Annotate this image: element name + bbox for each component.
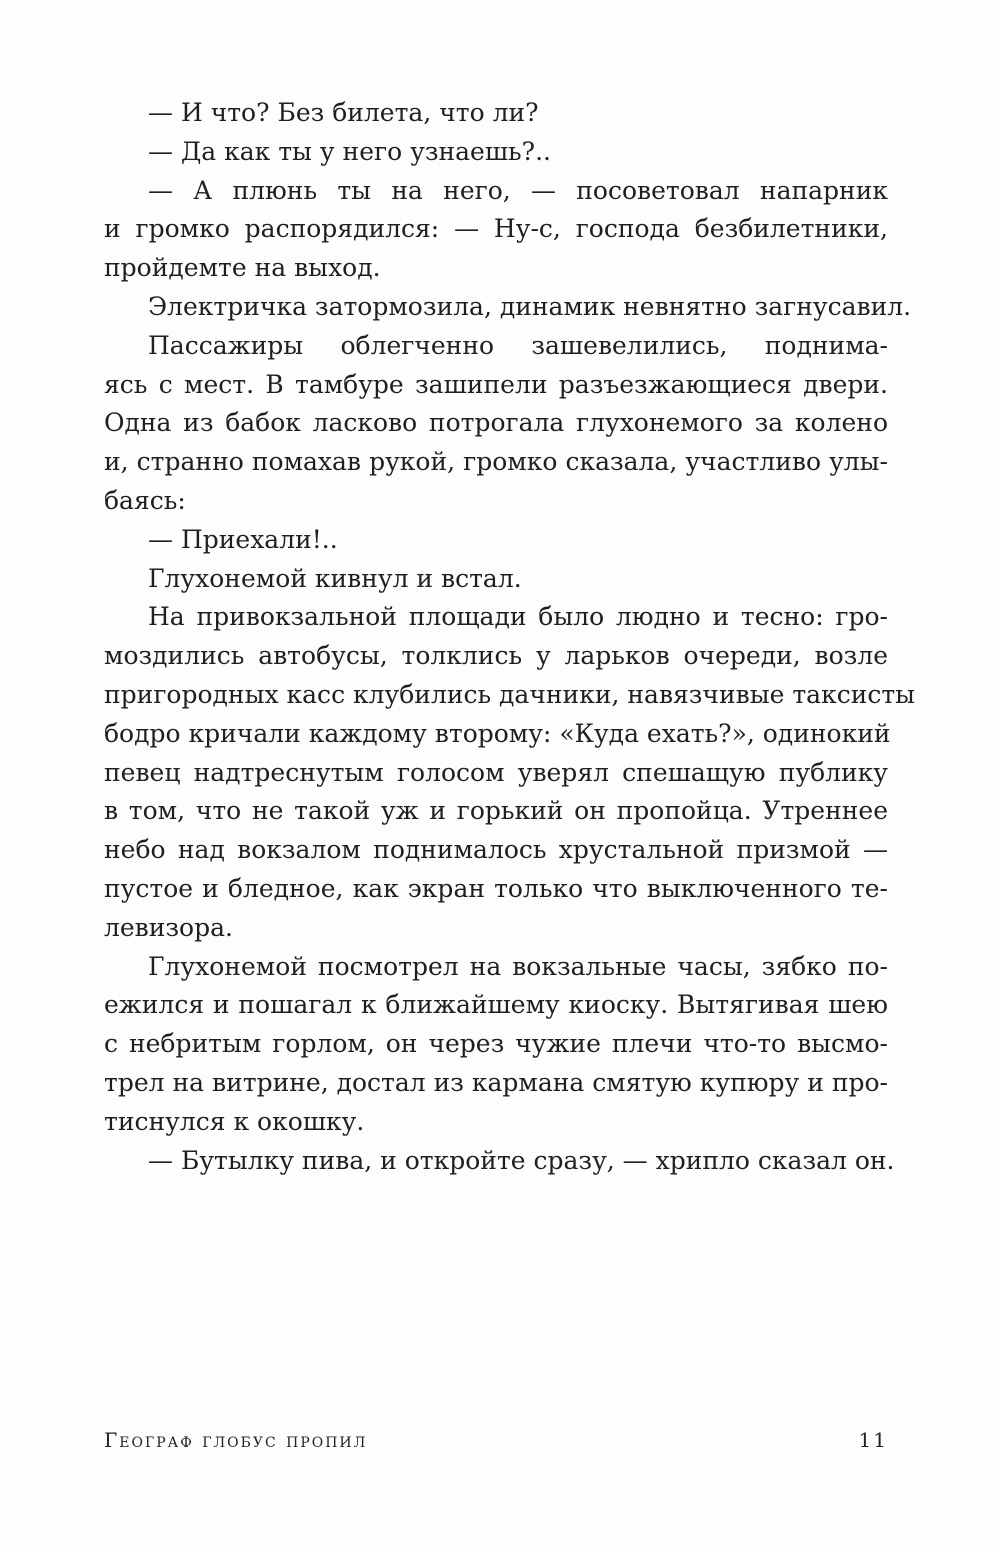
text-line: пройдемте на выход. <box>104 253 381 283</box>
text-line: тиснулся к окошку. <box>104 1106 365 1136</box>
body-text <box>104 94 916 1180</box>
text-line-paragraph-start: На привокзальной площади было людно и тесно: гро- <box>148 602 888 632</box>
text-line-paragraph-start: Глухонемой посмотрел на вокзальные часы, зябко по- <box>148 951 888 981</box>
text-line: небо над вокзалом поднималось хрустальной призмой — <box>104 835 888 865</box>
text-line-paragraph-start: Электричка затормозила, динамик невнятно загнусавил. <box>148 291 912 321</box>
text-line: певец надтреснутым голосом уверял спешащую публику <box>104 757 888 787</box>
text-line: баясь: <box>104 485 186 515</box>
text-line-dialogue: — Бутылку пива, и откройте сразу, — хрипло сказал он. <box>148 1145 895 1175</box>
text-line: в том, что не такой уж и горький он пропойца. Утреннее <box>104 796 888 826</box>
text-line: и громко распорядился: — Ну-с, господа безбилетники, <box>104 214 888 244</box>
text-line: ежился и пошагал к ближайшему киоску. Вытягивая шею <box>104 990 888 1020</box>
text-line: моздились автобусы, толклись у ларьков очереди, возле <box>104 641 888 671</box>
text-line-paragraph-start: Глухонемой кивнул и встал. <box>148 563 522 593</box>
text-line: левизора. <box>104 912 233 942</box>
text-line-dialogue: — Приехали!.. <box>148 524 338 554</box>
text-line: трел на витрине, достал из кармана смятую купюру и про- <box>104 1067 888 1097</box>
text-line: пригородных касс клубились дачники, навязчивые таксисты <box>104 679 916 709</box>
text-line: ясь с мест. В тамбуре зашипели разъезжающиеся двери. <box>104 369 888 399</box>
text-line-dialogue: — Да как ты у него узнаешь?.. <box>148 136 551 166</box>
text-line-dialogue: — И что? Без билета, что ли? <box>148 98 539 127</box>
text-line-dialogue: — А плюнь ты на него, — посоветовал напарник <box>148 175 888 205</box>
page-number: 11 <box>858 1428 888 1452</box>
text-line: и, странно помахав рукой, громко сказала, участливо улы- <box>104 447 888 477</box>
running-footer-title: Географ глобус пропил <box>104 1428 368 1452</box>
text-line: Одна из бабок ласково потрогала глухонемого за колено <box>104 408 888 438</box>
text-line: бодро кричали каждому второму: «Куда ехать?», одинокий <box>104 718 891 748</box>
text-line: пустое и бледное, как экран только что выключенного те- <box>104 873 888 903</box>
text-line-paragraph-start: Пассажиры облегченно зашевелились, поднима- <box>148 330 888 360</box>
text-line: с небритым горлом, он через чужие плечи что-то высмо- <box>104 1029 888 1059</box>
